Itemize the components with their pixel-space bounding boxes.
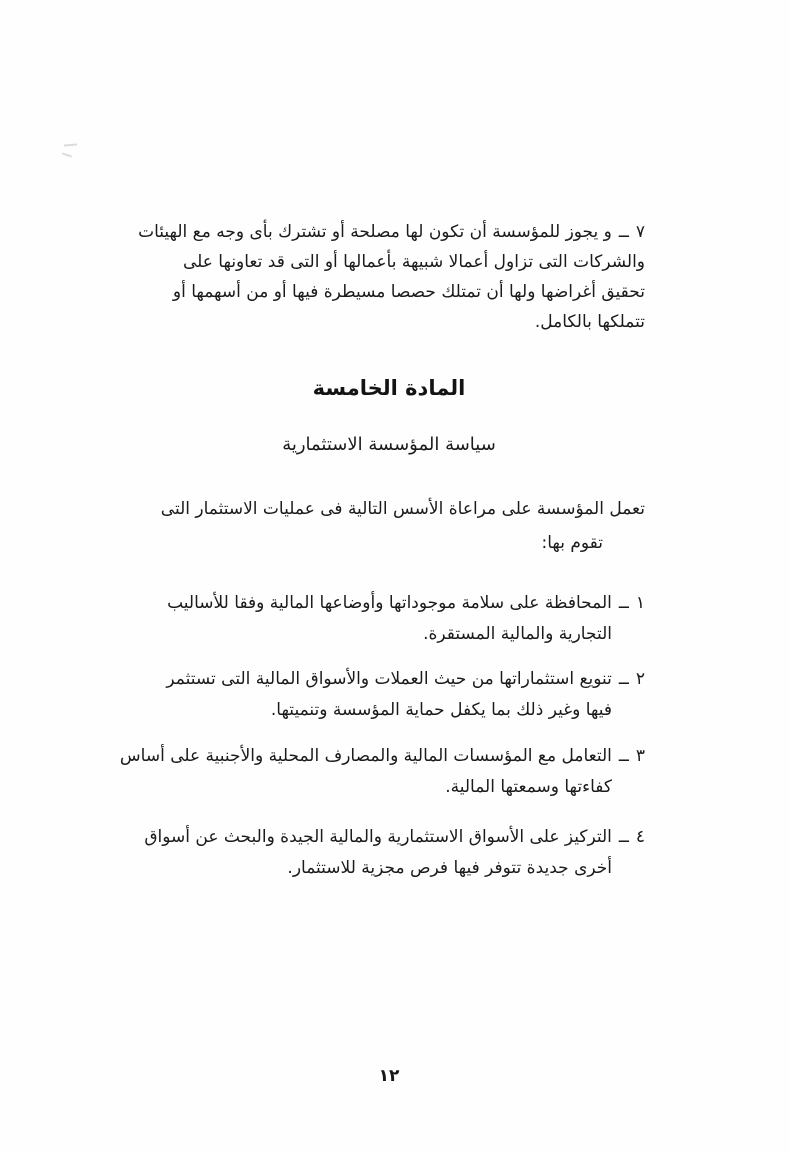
item-text-line: فيها وغير ذلك بما يكفل حماية المؤسسة وتنميتها. [270, 700, 612, 720]
list-item-1 [133, 588, 645, 650]
item-number: ٤ [635, 827, 645, 847]
clause-text-line: تحقيق أغراضها ولها أن تمتلك حصصا مسيطرة فيها أو من أسهمها أو [172, 282, 645, 302]
item-first-line [133, 822, 645, 853]
clause-text-line: و يجوز للمؤسسة أن تكون لها مصلحة أو تشترك بأى وجه مع الهيئات [138, 222, 612, 242]
item-first-line [133, 664, 645, 695]
item-number: ٣ [635, 746, 645, 766]
item-text-line: تنويع استثماراتها من حيث العملات والأسواق المالية التى تستثمر [166, 669, 612, 689]
clause-7-paragraph [133, 217, 645, 337]
scan-artifact-mark [64, 144, 77, 147]
item-first-line [133, 588, 645, 619]
policy-subheading: سياسة المؤسسة الاستثمارية [282, 434, 496, 455]
intro-text-line: تقوم بها: [541, 533, 603, 553]
item-text-line: التعامل مع المؤسسات المالية والمصارف المحلية والأجنبية على أساس [119, 746, 612, 766]
clause-text-line: والشركات التى تزاول أعمالا شبيهة بأعمالها أو التى قد تعاونها على [182, 252, 645, 272]
list-dash: ــ [618, 669, 629, 689]
article-heading: المادة الخامسة [312, 376, 466, 400]
item-first-line [119, 741, 645, 772]
scan-artifact-mark [62, 153, 72, 158]
item-text-line: كفاءتها وسمعتها المالية. [445, 777, 612, 797]
list-item-2 [133, 664, 645, 726]
list-item-4 [133, 822, 645, 884]
clause-text-line: تتملكها بالكامل. [534, 312, 645, 332]
list-dash: ــ [618, 827, 629, 847]
clause-7-first-line [133, 217, 645, 247]
list-dash: ــ [618, 746, 629, 766]
clause-number: ٧ [635, 222, 645, 242]
item-text-line: أخرى جديدة تتوفر فيها فرص مجزية للاستثمار. [287, 858, 612, 878]
list-dash: ــ [618, 222, 629, 242]
page-number: ١٢ [378, 1066, 400, 1086]
item-text-line: المحافظة على سلامة موجوداتها وأوضاعها المالية وفقا للأساليب [167, 593, 612, 613]
intro-paragraph [133, 492, 645, 560]
item-number: ١ [635, 593, 645, 613]
list-dash: ــ [618, 593, 629, 613]
item-number: ٢ [635, 669, 645, 689]
intro-text-line: تعمل المؤسسة على مراعاة الأسس التالية فى عمليات الاستثمار التى [160, 499, 645, 519]
item-text-line: التركيز على الأسواق الاستثمارية والمالية الجيدة والبحث عن أسواق [144, 827, 612, 847]
item-text-line: التجارية والمالية المستقرة. [423, 624, 612, 644]
list-item-3 [119, 741, 645, 803]
